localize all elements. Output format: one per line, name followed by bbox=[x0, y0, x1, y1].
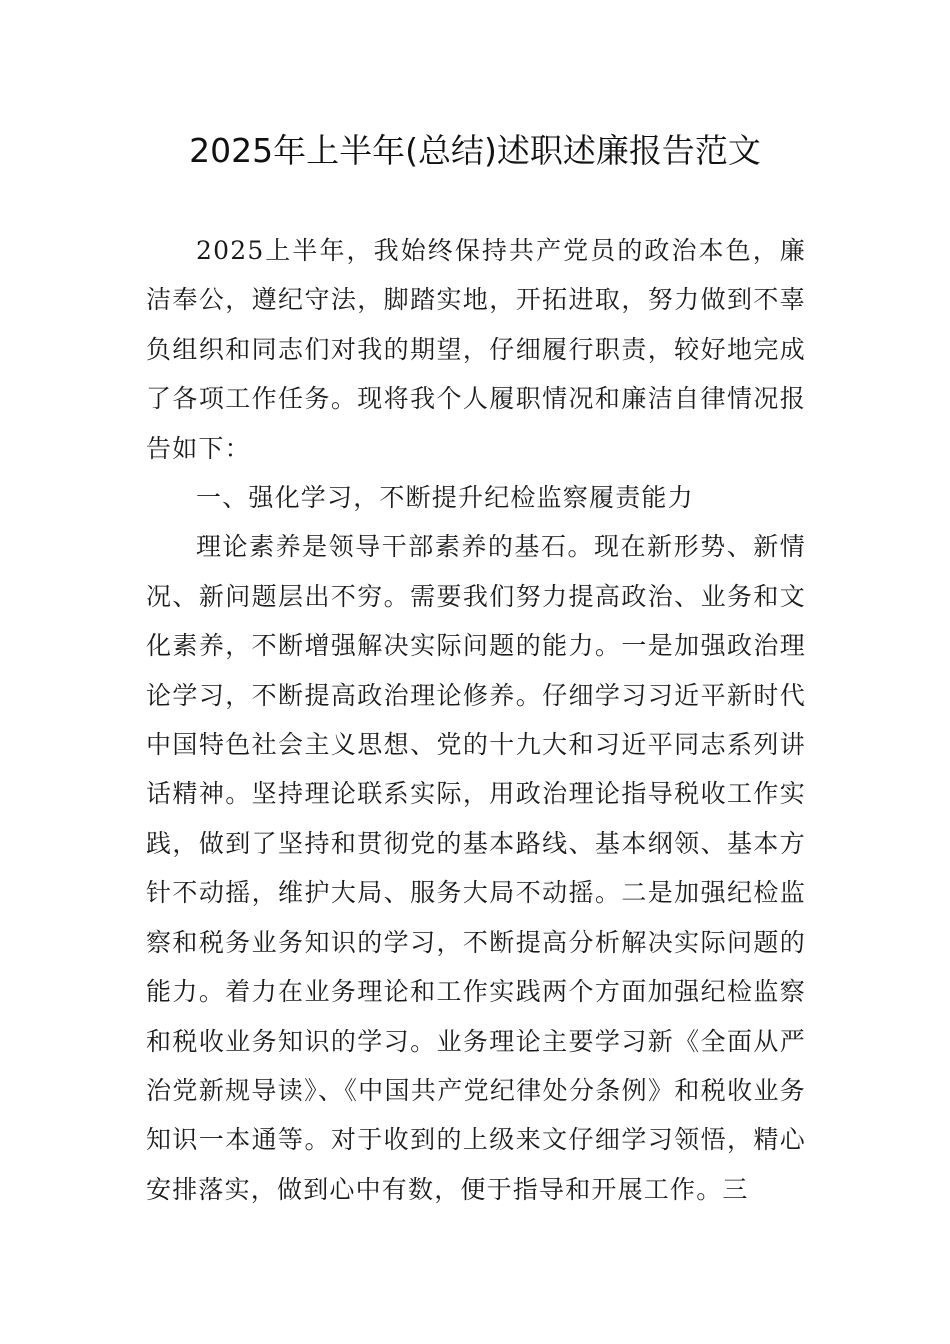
section-heading: 一、强化学习，不断提升纪检监察履责能力 bbox=[196, 483, 694, 513]
body-paragraph: 理论素养是领导干部素养的基石。现在新形势、新情况、新问题层出不穷。需要我们努力提高政治、业务和文化素养，不断增强解决实际问题的能力。一是加强政治理论学习，不断提高政治理论修养。仔细学习习近平新时代中国特色社会主义思想、党的十九大和习近平同志系列讲话精神。坚持理论联系实际，用政治理论指导税收工作实践，做到了坚持和贯彻党的基本路线、基本纲领、基本方针不动摇，维护大局、服务大局不动摇。二是加强纪检监察和税务业务知识的学习，不断提高分析解决实际问题的能力。着力在业务理论和工作实践两个方面加强纪检监察和税收业务知识的学习。业务理论主要学习新《全面从严治党新规导读》、《中国共产党纪律处分条例》和税收业务知识一本通等。对于收到的上级来文仔细学习领悟，精心安排落实，做到心中有数，便于指导和开展工作。三 bbox=[146, 532, 806, 1204]
document-title: 2025年上半年(总结)述职述廉报告范文 bbox=[189, 131, 761, 170]
document-body bbox=[146, 226, 806, 1214]
intro-paragraph: 2025上半年，我始终保持共产党员的政治本色，廉洁奉公，遵纪守法，脚踏实地，开拓进取，努力做到不辜负组织和同志们对我的期望，仔细履行职责，较好地完成了各项工作任务。现将我个人履职情况和廉洁自律情况报告如下： bbox=[146, 236, 806, 463]
